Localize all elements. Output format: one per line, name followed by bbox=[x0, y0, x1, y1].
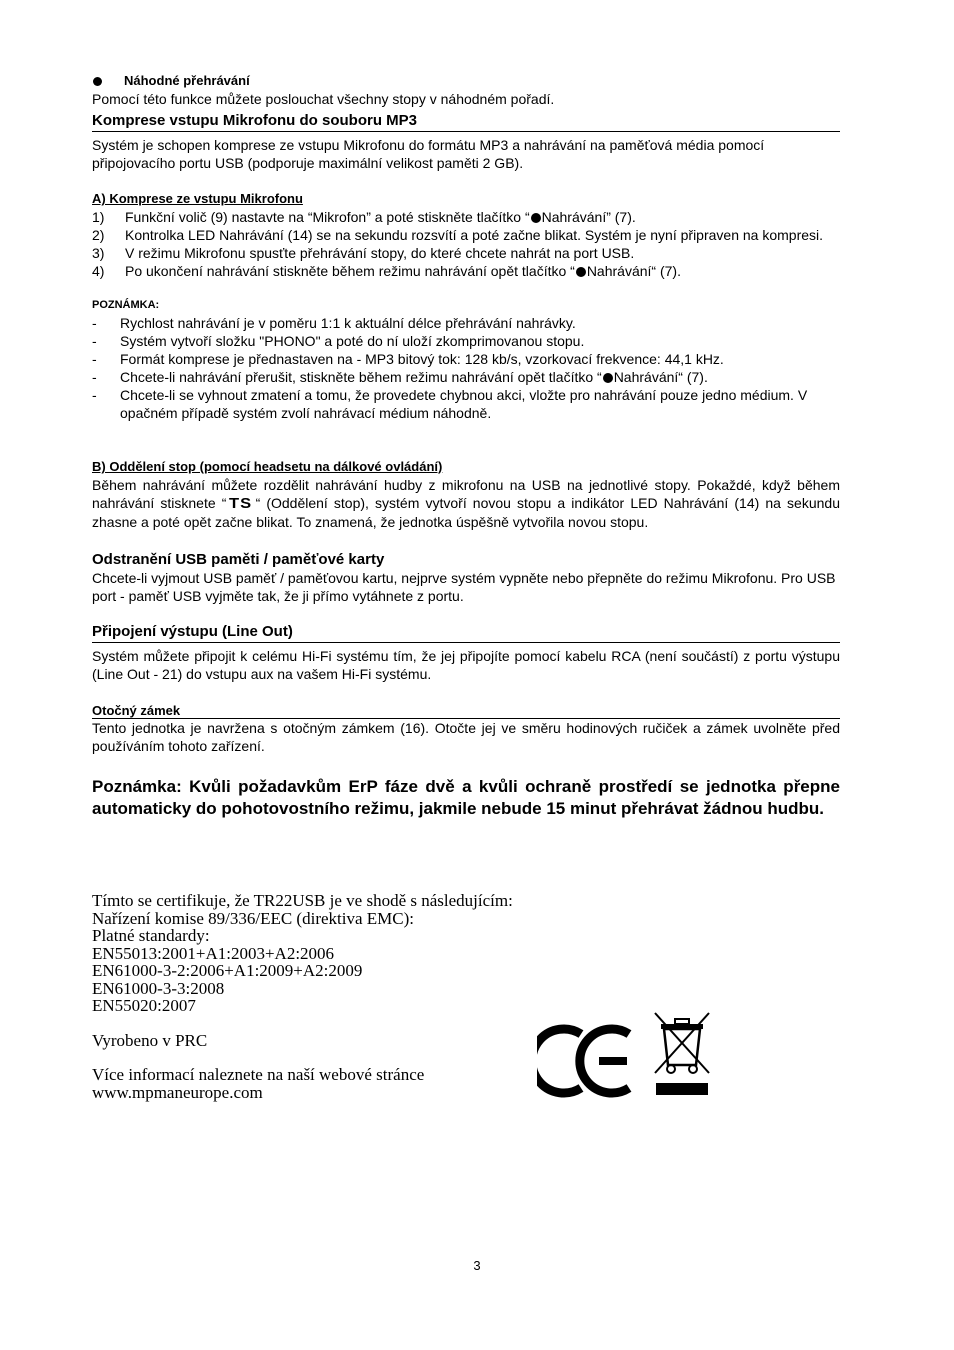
certification-line: EN61000-3-3:2008 bbox=[92, 978, 225, 998]
weee-bin-icon bbox=[655, 1013, 709, 1095]
compliance-logos bbox=[537, 1005, 717, 1100]
erp-note: Poznámka: Kvůli požadavkům ErP fáze dvě a kvůli ochraně prostředí se jednotka přepne automaticky do pohotovostního režimu, jakmile nebude 15 minut přehrávat žádnou hudbu. bbox=[92, 777, 840, 818]
certification bbox=[92, 892, 840, 1101]
compression-sub-a: A) Komprese ze vstupu Mikrofonu bbox=[92, 191, 303, 206]
lineout-text: Systém můžete připojit k celému Hi-Fi systému tím, že jej připojíte pomocí kabelu RCA (není součástí) z portu výstupu (Line Out - 21) do vstupu aux na vašem Hi-Fi systému. bbox=[92, 648, 840, 682]
lineout-heading: Připojení výstupu (Line Out) bbox=[92, 623, 840, 643]
certification-line: Tímto se certifikuje, že TR22USB je ve shodě s následujícím: bbox=[92, 891, 513, 910]
ce-mark-icon bbox=[537, 1029, 629, 1093]
list-item: 2) Kontrolka LED Nahrávání (14) se na sekundu rozsvítí a poté začne blikat. Systém je nyní připraven na kompresi. bbox=[92, 227, 824, 243]
bullet-dot-icon bbox=[93, 77, 102, 86]
list-item: - Systém vytvoří složku "PHONO" a poté do ní uloží zkomprimovanou stopu. bbox=[92, 333, 585, 349]
dash-marker: - bbox=[92, 333, 97, 349]
made-in: Vyrobeno v PRC bbox=[92, 1030, 208, 1050]
removal-text: Chcete-li vyjmout USB paměť / paměťovou kartu, nejprve systém vypněte nebo přepněte do režimu Mikrofonu. Pro USB port - paměť USB vyjměte tak, že ji přímo vytáhnete z portu. bbox=[92, 570, 836, 604]
page-number: 3 bbox=[473, 1258, 481, 1273]
compression-heading: Komprese vstupu Mikrofonu do souboru MP3 bbox=[92, 112, 840, 132]
manual-page bbox=[92, 72, 840, 1101]
certification-line: EN55013:2001+A1:2003+A2:2006 bbox=[92, 943, 335, 963]
list-item: - Chcete-li nahrávání přerušit, stiskněte během režimu nahrávání opět tlačítko “ Nahrávání“ (7). bbox=[92, 369, 708, 385]
note-label: POZNÁMKA: bbox=[92, 299, 160, 311]
compliance-logos-svg bbox=[537, 1005, 717, 1100]
certification-line: Platné standardy: bbox=[92, 926, 210, 945]
dash-marker: - bbox=[92, 351, 97, 367]
certification-line: EN61000-3-2:2006+A1:2009+A2:2009 bbox=[92, 961, 363, 980]
certification-lines bbox=[92, 892, 840, 1015]
random-text: Pomocí této funkce můžete poslouchat všechny stopy v náhodném pořadí. bbox=[92, 91, 555, 107]
compression-intro: Systém je schopen komprese ze vstupu Mikrofonu do formátu MP3 a nahrávání na paměťová média pomocí připojovacího portu USB (podporuje maximální velikost paměti 2 GB). bbox=[92, 137, 765, 171]
dash-marker: - bbox=[92, 387, 97, 403]
record-dot-icon bbox=[576, 267, 586, 277]
list-item: - Rychlost nahrávání je v poměru 1:1 k aktuální délce přehrávání nahrávky. bbox=[92, 315, 576, 331]
lock-text: Tento jednotka je navržena s otočným zámkem (16). Otočte jej ve směru hodinových ručiček a zámek uvolněte před používáním tohoto zařízení. bbox=[92, 720, 840, 754]
track-split-text: Během nahrávání můžete rozdělit nahrávání hudby z mikrofonu na USB na jednotlivé stopy. Pokaždé, když během nahrávání stisknete “ TS “ (Oddělení stop), systém vytvoří novou stopu a indikátor LED Nahrávání (14) na sekundu zhasne a poté opět začne blikat. To znamená, že jednotka úspěšně vytvořila novou stopu. bbox=[92, 477, 840, 530]
compression-notes bbox=[92, 314, 840, 422]
removal-heading: Odstranění USB paměti / paměťové karty bbox=[92, 551, 385, 568]
track-split-icon: TS bbox=[229, 495, 253, 512]
record-dot-icon bbox=[603, 373, 613, 383]
dash-marker: - bbox=[92, 369, 97, 385]
compression-steps bbox=[92, 208, 840, 280]
list-item: 3) V režimu Mikrofonu spusťte přehrávání stopy, do které chcete nahrát na port USB. bbox=[92, 245, 635, 261]
list-item: - Formát komprese je přednastaven na - MP3 bitový tok: 128 kb/s, vzorkovací frekvence: 44,1 kHz. bbox=[92, 351, 724, 367]
website-link[interactable]: www.mpmaneurope.com bbox=[92, 1082, 263, 1102]
more-info: Více informací naleznete na naší webové stránce bbox=[92, 1065, 425, 1084]
list-item: 4) Po ukončení nahrávání stiskněte během režimu nahrávání opět tlačítko “ Nahrávání“ (7). bbox=[92, 263, 681, 279]
certification-line: EN55020:2007 bbox=[92, 996, 196, 1015]
compression-sub-b: B) Oddělení stop (pomocí headsetu na dálkové ovládání) bbox=[92, 459, 443, 474]
list-item: - Chcete-li se vyhnout zmatení a tomu, že provedete chybnou akci, vložte pro nahrávání pouze jedno médium. V opačném případě systém zvolí nahrávací médium náhodně. bbox=[92, 387, 808, 421]
record-dot-icon bbox=[531, 213, 541, 223]
random-heading: Náhodné přehrávání bbox=[92, 72, 840, 90]
list-item: 1) Funkční volič (9) nastavte na “Mikrofon” a poté stiskněte tlačítko “ Nahrávání” (7). bbox=[92, 209, 636, 225]
dash-marker: - bbox=[92, 315, 97, 331]
certification-line: Nařízení komise 89/336/EEC (direktiva EMC): bbox=[92, 908, 414, 928]
lock-heading: Otočný zámek bbox=[92, 704, 840, 719]
